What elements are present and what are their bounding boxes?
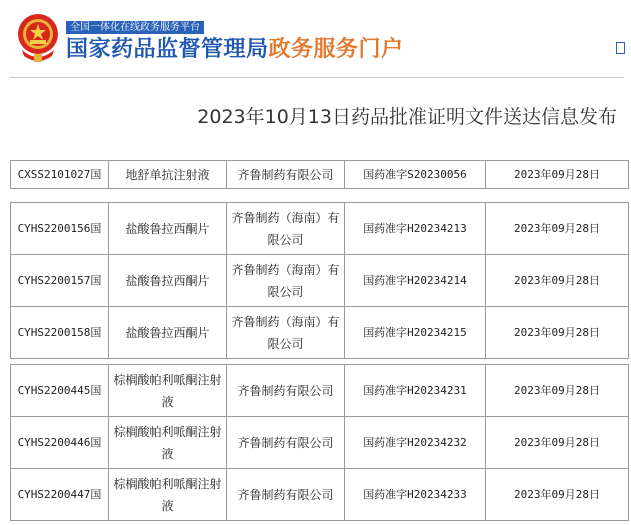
- date-cell: 2023年09月28日: [486, 307, 629, 359]
- drug-name-cell: 盐酸鲁拉西酮片: [109, 307, 227, 359]
- company-cell: 齐鲁制药有限公司: [227, 469, 345, 521]
- approval-number-cell: 国药准字H20234231: [345, 365, 486, 417]
- date-cell: 2023年09月28日: [486, 161, 629, 189]
- company-cell: 齐鲁制药（海南）有限公司: [227, 255, 345, 307]
- site-title[interactable]: [66, 37, 404, 63]
- date-cell: 2023年09月28日: [486, 417, 629, 469]
- acceptance-number-cell: CYHS2200447国: [11, 469, 109, 521]
- acceptance-number-cell: CYHS2200445国: [11, 365, 109, 417]
- acceptance-number-cell: CYHS2200158国: [11, 307, 109, 359]
- drug-name-cell: 地舒单抗注射液: [109, 161, 227, 189]
- drug-name-cell: 盐酸鲁拉西酮片: [109, 255, 227, 307]
- drug-name-cell: 棕榈酸帕利哌酮注射液: [109, 417, 227, 469]
- table-row: [11, 161, 629, 189]
- approval-number-cell: 国药准字H20234214: [345, 255, 486, 307]
- table-row: [11, 203, 629, 255]
- company-cell: 齐鲁制药有限公司: [227, 161, 345, 189]
- date-cell: 2023年09月28日: [486, 255, 629, 307]
- company-cell: 齐鲁制药有限公司: [227, 417, 345, 469]
- page-title: 2023年10月13日药品批准证明文件送达信息发布: [197, 106, 617, 128]
- approval-table-1: [10, 160, 629, 189]
- approval-table-3: [10, 364, 629, 521]
- approval-table-2: [10, 202, 629, 359]
- site-title-agency: 国家药品监督管理局: [66, 37, 269, 62]
- approval-number-cell: 国药准字H20234233: [345, 469, 486, 521]
- date-cell: 2023年09月28日: [486, 469, 629, 521]
- national-emblem-icon: [16, 10, 60, 64]
- table-row: [11, 255, 629, 307]
- table-row: [11, 365, 629, 417]
- company-cell: 齐鲁制药（海南）有限公司: [227, 307, 345, 359]
- acceptance-number-cell: CYHS2200446国: [11, 417, 109, 469]
- acceptance-number-cell: CXSS2101027国: [11, 161, 109, 189]
- drug-name-cell: 棕榈酸帕利哌酮注射液: [109, 365, 227, 417]
- drug-name-cell: 盐酸鲁拉西酮片: [109, 203, 227, 255]
- table-row: [11, 469, 629, 521]
- site-header: [0, 0, 631, 78]
- document-icon[interactable]: [616, 42, 625, 54]
- table-row: [11, 417, 629, 469]
- approval-number-cell: 国药准字S20230056: [345, 161, 486, 189]
- company-cell: 齐鲁制药（海南）有限公司: [227, 203, 345, 255]
- acceptance-number-cell: CYHS2200156国: [11, 203, 109, 255]
- approval-number-cell: 国药准字H20234215: [345, 307, 486, 359]
- date-cell: 2023年09月28日: [486, 203, 629, 255]
- table-row: [11, 307, 629, 359]
- header-divider: [10, 77, 624, 78]
- company-cell: 齐鲁制药有限公司: [227, 365, 345, 417]
- approval-number-cell: 国药准字H20234213: [345, 203, 486, 255]
- site-title-portal: 政务服务门户: [268, 37, 404, 62]
- acceptance-number-cell: CYHS2200157国: [11, 255, 109, 307]
- approval-number-cell: 国药准字H20234232: [345, 417, 486, 469]
- platform-banner[interactable]: 全国一体化在线政务服务平台: [66, 21, 204, 34]
- drug-name-cell: 棕榈酸帕利哌酮注射液: [109, 469, 227, 521]
- date-cell: 2023年09月28日: [486, 365, 629, 417]
